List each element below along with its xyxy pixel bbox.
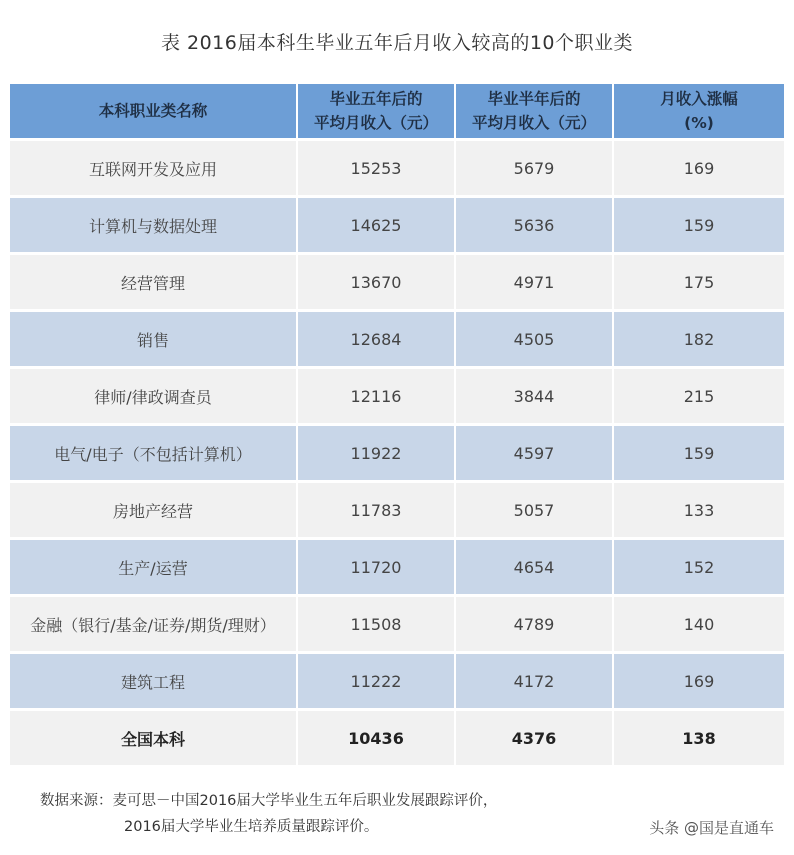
cell-five-year-income: 11508 — [298, 597, 456, 654]
data-source-note — [40, 788, 497, 840]
cell-half-year-income: 4597 — [456, 426, 614, 483]
watermark: 头条 @国是直通车 — [649, 819, 774, 837]
table-row — [10, 540, 784, 597]
table-title: 表 2016届本科生毕业五年后月收入较高的10个职业类 — [160, 32, 634, 54]
header-five-year-income: 毕业五年后的 平均月收入（元） — [298, 84, 456, 141]
table-row — [10, 198, 784, 255]
cell-half-year-income: 4971 — [456, 255, 614, 312]
cell-occupation: 律师/律政调查员 — [10, 369, 298, 426]
cell-half-year-income: 5679 — [456, 141, 614, 198]
cell-five-year-income: 12684 — [298, 312, 456, 369]
cell-occupation: 全国本科 — [10, 711, 298, 768]
header-growth: 月收入涨幅 (%) — [614, 84, 784, 141]
cell-occupation: 生产/运营 — [10, 540, 298, 597]
header-row — [10, 84, 784, 141]
total-row — [10, 711, 784, 768]
cell-half-year-income: 4376 — [456, 711, 614, 768]
cell-five-year-income: 15253 — [298, 141, 456, 198]
cell-growth: 159 — [614, 198, 784, 255]
cell-growth: 152 — [614, 540, 784, 597]
cell-growth: 182 — [614, 312, 784, 369]
source-line-1: 数据来源：麦可思－中国2016届大学毕业生五年后职业发展跟踪评价， — [40, 793, 498, 809]
table-row — [10, 483, 784, 540]
cell-occupation: 互联网开发及应用 — [10, 141, 298, 198]
table-row — [10, 255, 784, 312]
cell-growth: 133 — [614, 483, 784, 540]
cell-half-year-income: 4654 — [456, 540, 614, 597]
cell-occupation: 电气/电子（不包括计算机） — [10, 426, 298, 483]
cell-five-year-income: 12116 — [298, 369, 456, 426]
cell-growth: 169 — [614, 654, 784, 711]
cell-five-year-income: 11720 — [298, 540, 456, 597]
cell-five-year-income: 11222 — [298, 654, 456, 711]
table-row — [10, 654, 784, 711]
table-row — [10, 141, 784, 198]
cell-half-year-income: 4172 — [456, 654, 614, 711]
table-row — [10, 597, 784, 654]
cell-five-year-income: 14625 — [298, 198, 456, 255]
table-row — [10, 312, 784, 369]
cell-five-year-income: 11783 — [298, 483, 456, 540]
table-row — [10, 426, 784, 483]
cell-five-year-income: 13670 — [298, 255, 456, 312]
source-line-2: 2016届大学毕业生培养质量跟踪评价。 — [124, 819, 379, 835]
cell-five-year-income: 11922 — [298, 426, 456, 483]
cell-half-year-income: 4505 — [456, 312, 614, 369]
cell-half-year-income: 5636 — [456, 198, 614, 255]
cell-half-year-income: 3844 — [456, 369, 614, 426]
cell-growth: 215 — [614, 369, 784, 426]
cell-occupation: 金融（银行/基金/证券/期货/理财） — [10, 597, 298, 654]
table-row — [10, 369, 784, 426]
cell-growth: 138 — [614, 711, 784, 768]
cell-growth: 169 — [614, 141, 784, 198]
header-occupation: 本科职业类名称 — [10, 84, 298, 141]
cell-occupation: 经营管理 — [10, 255, 298, 312]
cell-five-year-income: 10436 — [298, 711, 456, 768]
cell-growth: 159 — [614, 426, 784, 483]
cell-half-year-income: 5057 — [456, 483, 614, 540]
cell-occupation: 计算机与数据处理 — [10, 198, 298, 255]
cell-growth: 175 — [614, 255, 784, 312]
header-half-year-income: 毕业半年后的 平均月收入（元） — [456, 84, 614, 141]
cell-half-year-income: 4789 — [456, 597, 614, 654]
cell-occupation: 销售 — [10, 312, 298, 369]
income-table — [10, 84, 784, 768]
cell-growth: 140 — [614, 597, 784, 654]
cell-occupation: 房地产经营 — [10, 483, 298, 540]
cell-occupation: 建筑工程 — [10, 654, 298, 711]
